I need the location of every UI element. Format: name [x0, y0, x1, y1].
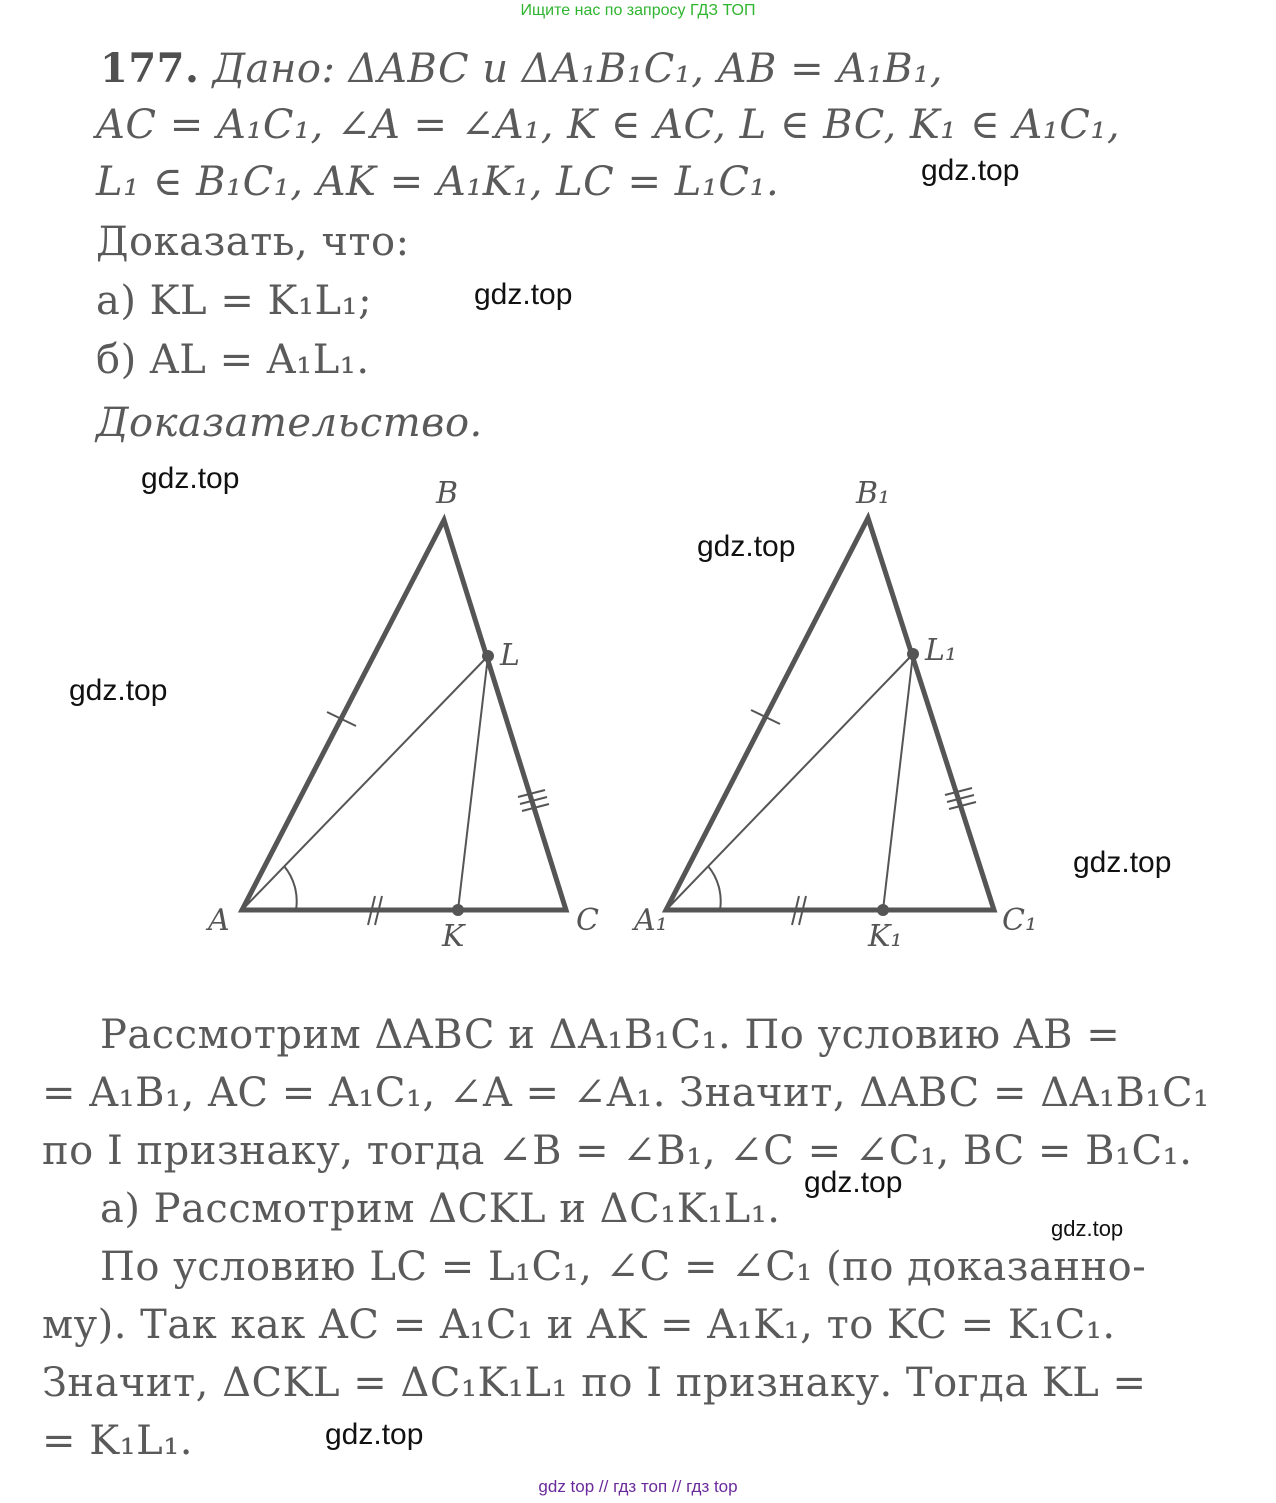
- given-text-1: ΔABC и ΔA₁B₁C₁, AB = A₁B₁,: [348, 46, 943, 92]
- point-l: [482, 650, 494, 662]
- label-k: K: [442, 919, 465, 954]
- point-k: [452, 904, 464, 916]
- given-word: Дано:: [212, 46, 336, 92]
- label-l: L: [500, 638, 520, 673]
- point-k1: [877, 904, 889, 916]
- label-l1: L₁: [925, 633, 957, 668]
- proof-line-8: = K₁L₁.: [42, 1418, 193, 1464]
- point-l1: [907, 648, 919, 660]
- watermark: gdz.top: [325, 1418, 424, 1451]
- search-hint: Ищите нас по запросу ГДЗ ТОП: [520, 2, 756, 19]
- prove-heading: Доказать, что:: [96, 219, 410, 265]
- label-k1: K₁: [868, 919, 903, 954]
- segment-al: [242, 656, 488, 910]
- label-c1: C₁: [1002, 903, 1037, 938]
- watermark: gdz.top: [921, 154, 1020, 187]
- triangle-a1b1c1: [631, 476, 1037, 954]
- label-b: B: [436, 476, 459, 511]
- given-line-2: AC = A₁C₁, ∠A = ∠A₁, K ∈ AC, L ∈ BC, K₁ ∈ A₁C₁,: [96, 102, 1121, 148]
- given-line-3: L₁ ∈ B₁C₁, AK = A₁K₁, LC = L₁C₁.: [96, 159, 780, 205]
- label-c: C: [576, 903, 599, 938]
- given-line-1: [100, 45, 943, 92]
- problem-number: 177.: [100, 45, 200, 92]
- segment-kl: [458, 656, 488, 910]
- watermark: gdz.top: [804, 1166, 903, 1199]
- label-b1: B₁: [856, 476, 891, 511]
- label-a: A: [208, 903, 230, 938]
- triangle-abc: [205, 476, 599, 954]
- prove-b: б) AL = A₁L₁.: [96, 337, 370, 383]
- segment-a1l1: [666, 654, 913, 910]
- proof-line-2: = A₁B₁, AC = A₁C₁, ∠A = ∠A₁. Значит, ΔABC = ΔA₁B₁C₁: [42, 1070, 1210, 1116]
- angle-a-arc: [284, 866, 297, 910]
- watermark: gdz.top: [141, 462, 240, 495]
- watermark: gdz.top: [69, 674, 168, 707]
- watermark: gdz.top: [697, 530, 796, 563]
- label-a1: A₁: [634, 903, 668, 938]
- proof-line-1: Рассмотрим ΔABC и ΔA₁B₁C₁. По условию AB =: [100, 1012, 1121, 1058]
- triangle-a1b1c1-outline: [666, 518, 994, 910]
- footer-links[interactable]: gdz top // гдз топ // гдз top: [538, 1477, 738, 1496]
- angle-a1-arc: [708, 866, 721, 910]
- triangle-abc-outline: [242, 520, 566, 910]
- proof-line-4: а) Рассмотрим ΔCKL и ΔC₁K₁L₁.: [100, 1186, 781, 1232]
- triangles-figure: [0, 470, 1276, 970]
- segment-k1l1: [883, 654, 913, 910]
- proof-line-6: му). Так как AC = A₁C₁ и AK = A₁K₁, то KC = K₁C₁.: [42, 1302, 1116, 1348]
- watermark: gdz.top: [474, 278, 573, 311]
- watermark: gdz.top: [1073, 846, 1172, 879]
- proof-line-5: По условию LC = L₁C₁, ∠C = ∠C₁ (по доказанно-: [100, 1244, 1147, 1290]
- watermark: gdz.top: [1051, 1216, 1124, 1241]
- proof-line-7: Значит, ΔCKL = ΔC₁K₁L₁ по I признаку. Тогда KL =: [42, 1360, 1147, 1406]
- proof-heading: Доказательство.: [96, 400, 483, 446]
- prove-a: а) KL = K₁L₁;: [96, 278, 373, 324]
- proof-line-3: по I признаку, тогда ∠B = ∠B₁, ∠C = ∠C₁, BC = B₁C₁.: [42, 1128, 1193, 1174]
